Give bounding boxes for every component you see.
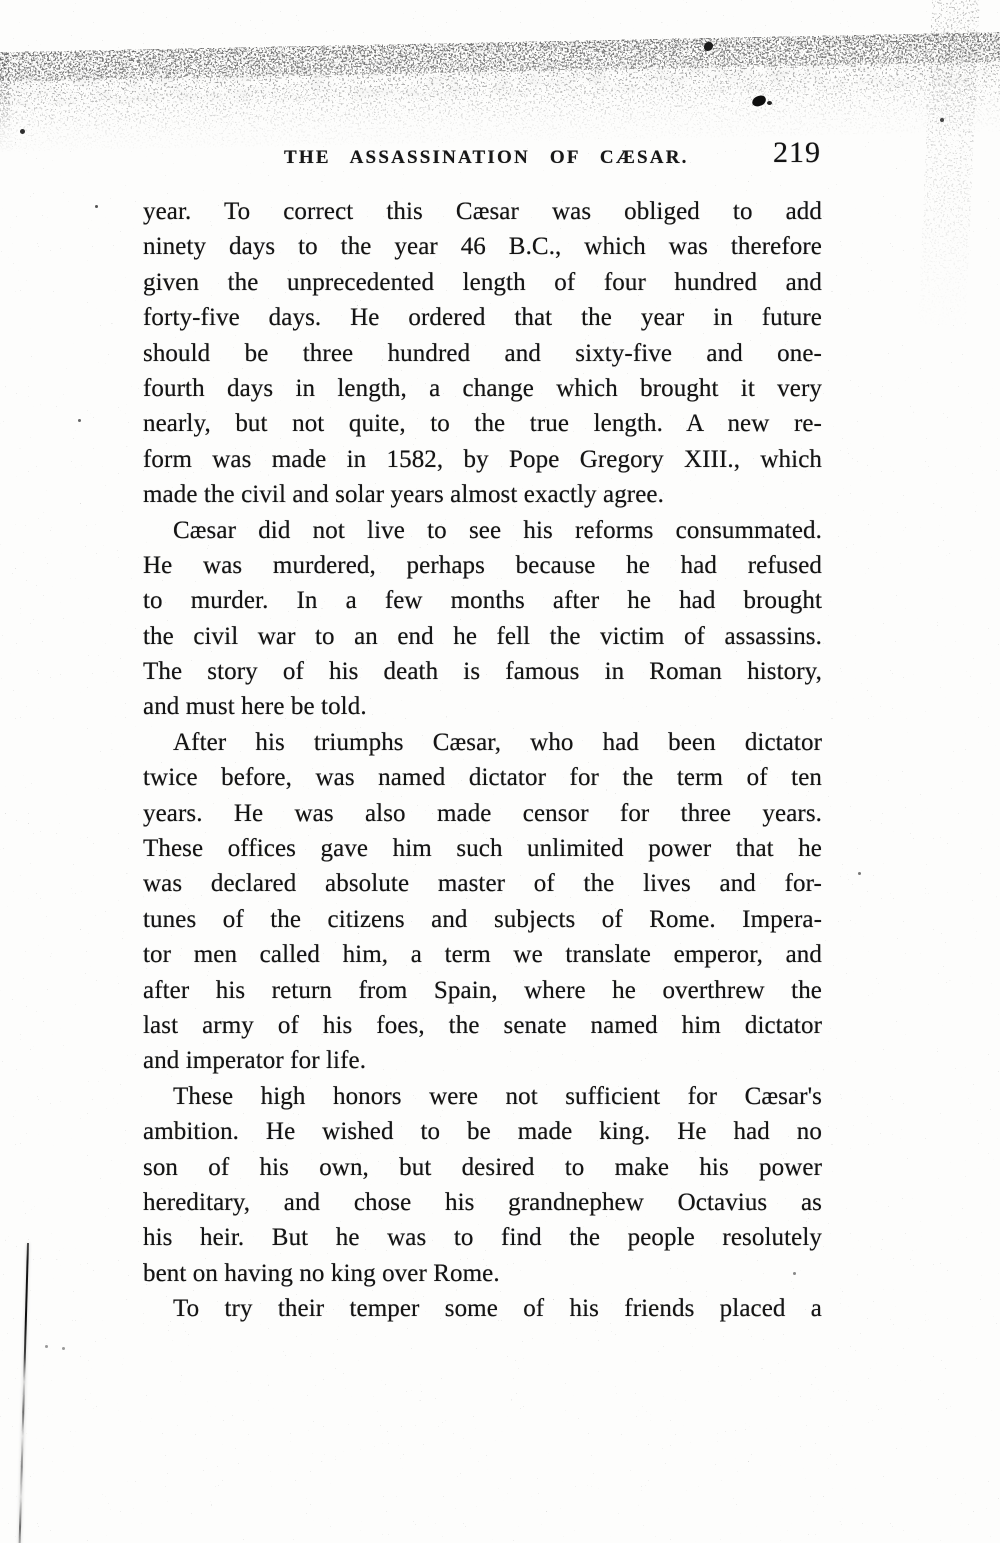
text-line: twice before, was named dictator for the term of ten (143, 764, 822, 792)
text-line: hereditary, and chose his grandnephew Octavius as (143, 1188, 822, 1216)
running-title: THE ASSASSINATION OF CÆSAR. (284, 147, 689, 168)
text-line: These offices gave him such unlimited power that he (143, 835, 822, 863)
ink-speck (767, 101, 772, 105)
text-line: To try their temper some of his friends placed a (173, 1295, 822, 1323)
text-line: nearly, but not quite, to the true length. A new re- (143, 410, 822, 438)
ink-speck (45, 1345, 48, 1348)
text-line: given the unprecedented length of four hundred and (143, 268, 822, 296)
ink-speck (62, 1347, 65, 1350)
text-line: ninety days to the year 46 B.C., which was therefore (143, 233, 822, 261)
ink-speck (20, 129, 25, 134)
text-line: the civil war to an end he fell the victim of assassins. (143, 622, 822, 650)
paragraph (143, 1291, 822, 1326)
ink-speck (95, 205, 98, 208)
text-line: form was made in 1582, by Pope Gregory XIII., which (143, 445, 822, 473)
ink-speck (858, 872, 861, 875)
paragraph (143, 1079, 822, 1291)
paragraph (143, 194, 822, 513)
text-line: years. He was also made censor for three years. (143, 799, 822, 827)
text-line: was declared absolute master of the lives and for- (143, 870, 822, 898)
text-line: tunes of the citizens and subjects of Rome. Impera- (143, 905, 822, 933)
ink-speck (940, 118, 944, 122)
text-line: The story of his death is famous in Roman history, (143, 658, 822, 686)
page-number: 219 (773, 136, 821, 169)
text-line: made the civil and solar years almost exactly agree. (143, 481, 664, 509)
text-line: tor men called him, a term we translate emperor, and (143, 941, 822, 969)
text-line: and must here be told. (143, 693, 367, 721)
paragraph (143, 725, 822, 1079)
text-line: his heir. But he was to find the people resolutely (143, 1224, 822, 1252)
text-line: should be three hundred and sixty-five and one- (143, 339, 822, 367)
text-line: forty-five days. He ordered that the year in future (143, 304, 822, 332)
text-line: After his triumphs Cæsar, who had been dictator (173, 728, 822, 756)
text-line: bent on having no king over Rome. (143, 1259, 500, 1287)
text-line: to murder. In a few months after he had brought (143, 587, 822, 615)
text-line: and imperator for life. (143, 1047, 367, 1075)
text-block (143, 194, 822, 1327)
text-line: after his return from Spain, where he overthrew the (143, 976, 822, 1004)
paragraph (143, 513, 822, 725)
ink-speck (78, 419, 81, 422)
text-line: ambition. He wished to be made king. He had no (143, 1118, 822, 1146)
text-line: Cæsar did not live to see his reforms consummated. (173, 516, 822, 544)
text-line: He was murdered, perhaps because he had refused (143, 551, 822, 579)
text-line: year. To correct this Cæsar was obliged to add (143, 198, 822, 225)
text-line: son of his own, but desired to make his power (143, 1153, 822, 1181)
text-line: These high honors were not sufficient for Cæsar's (173, 1082, 822, 1110)
text-line: last army of his foes, the senate named him dictator (143, 1011, 822, 1039)
text-line: fourth days in length, a change which brought it very (143, 374, 822, 402)
